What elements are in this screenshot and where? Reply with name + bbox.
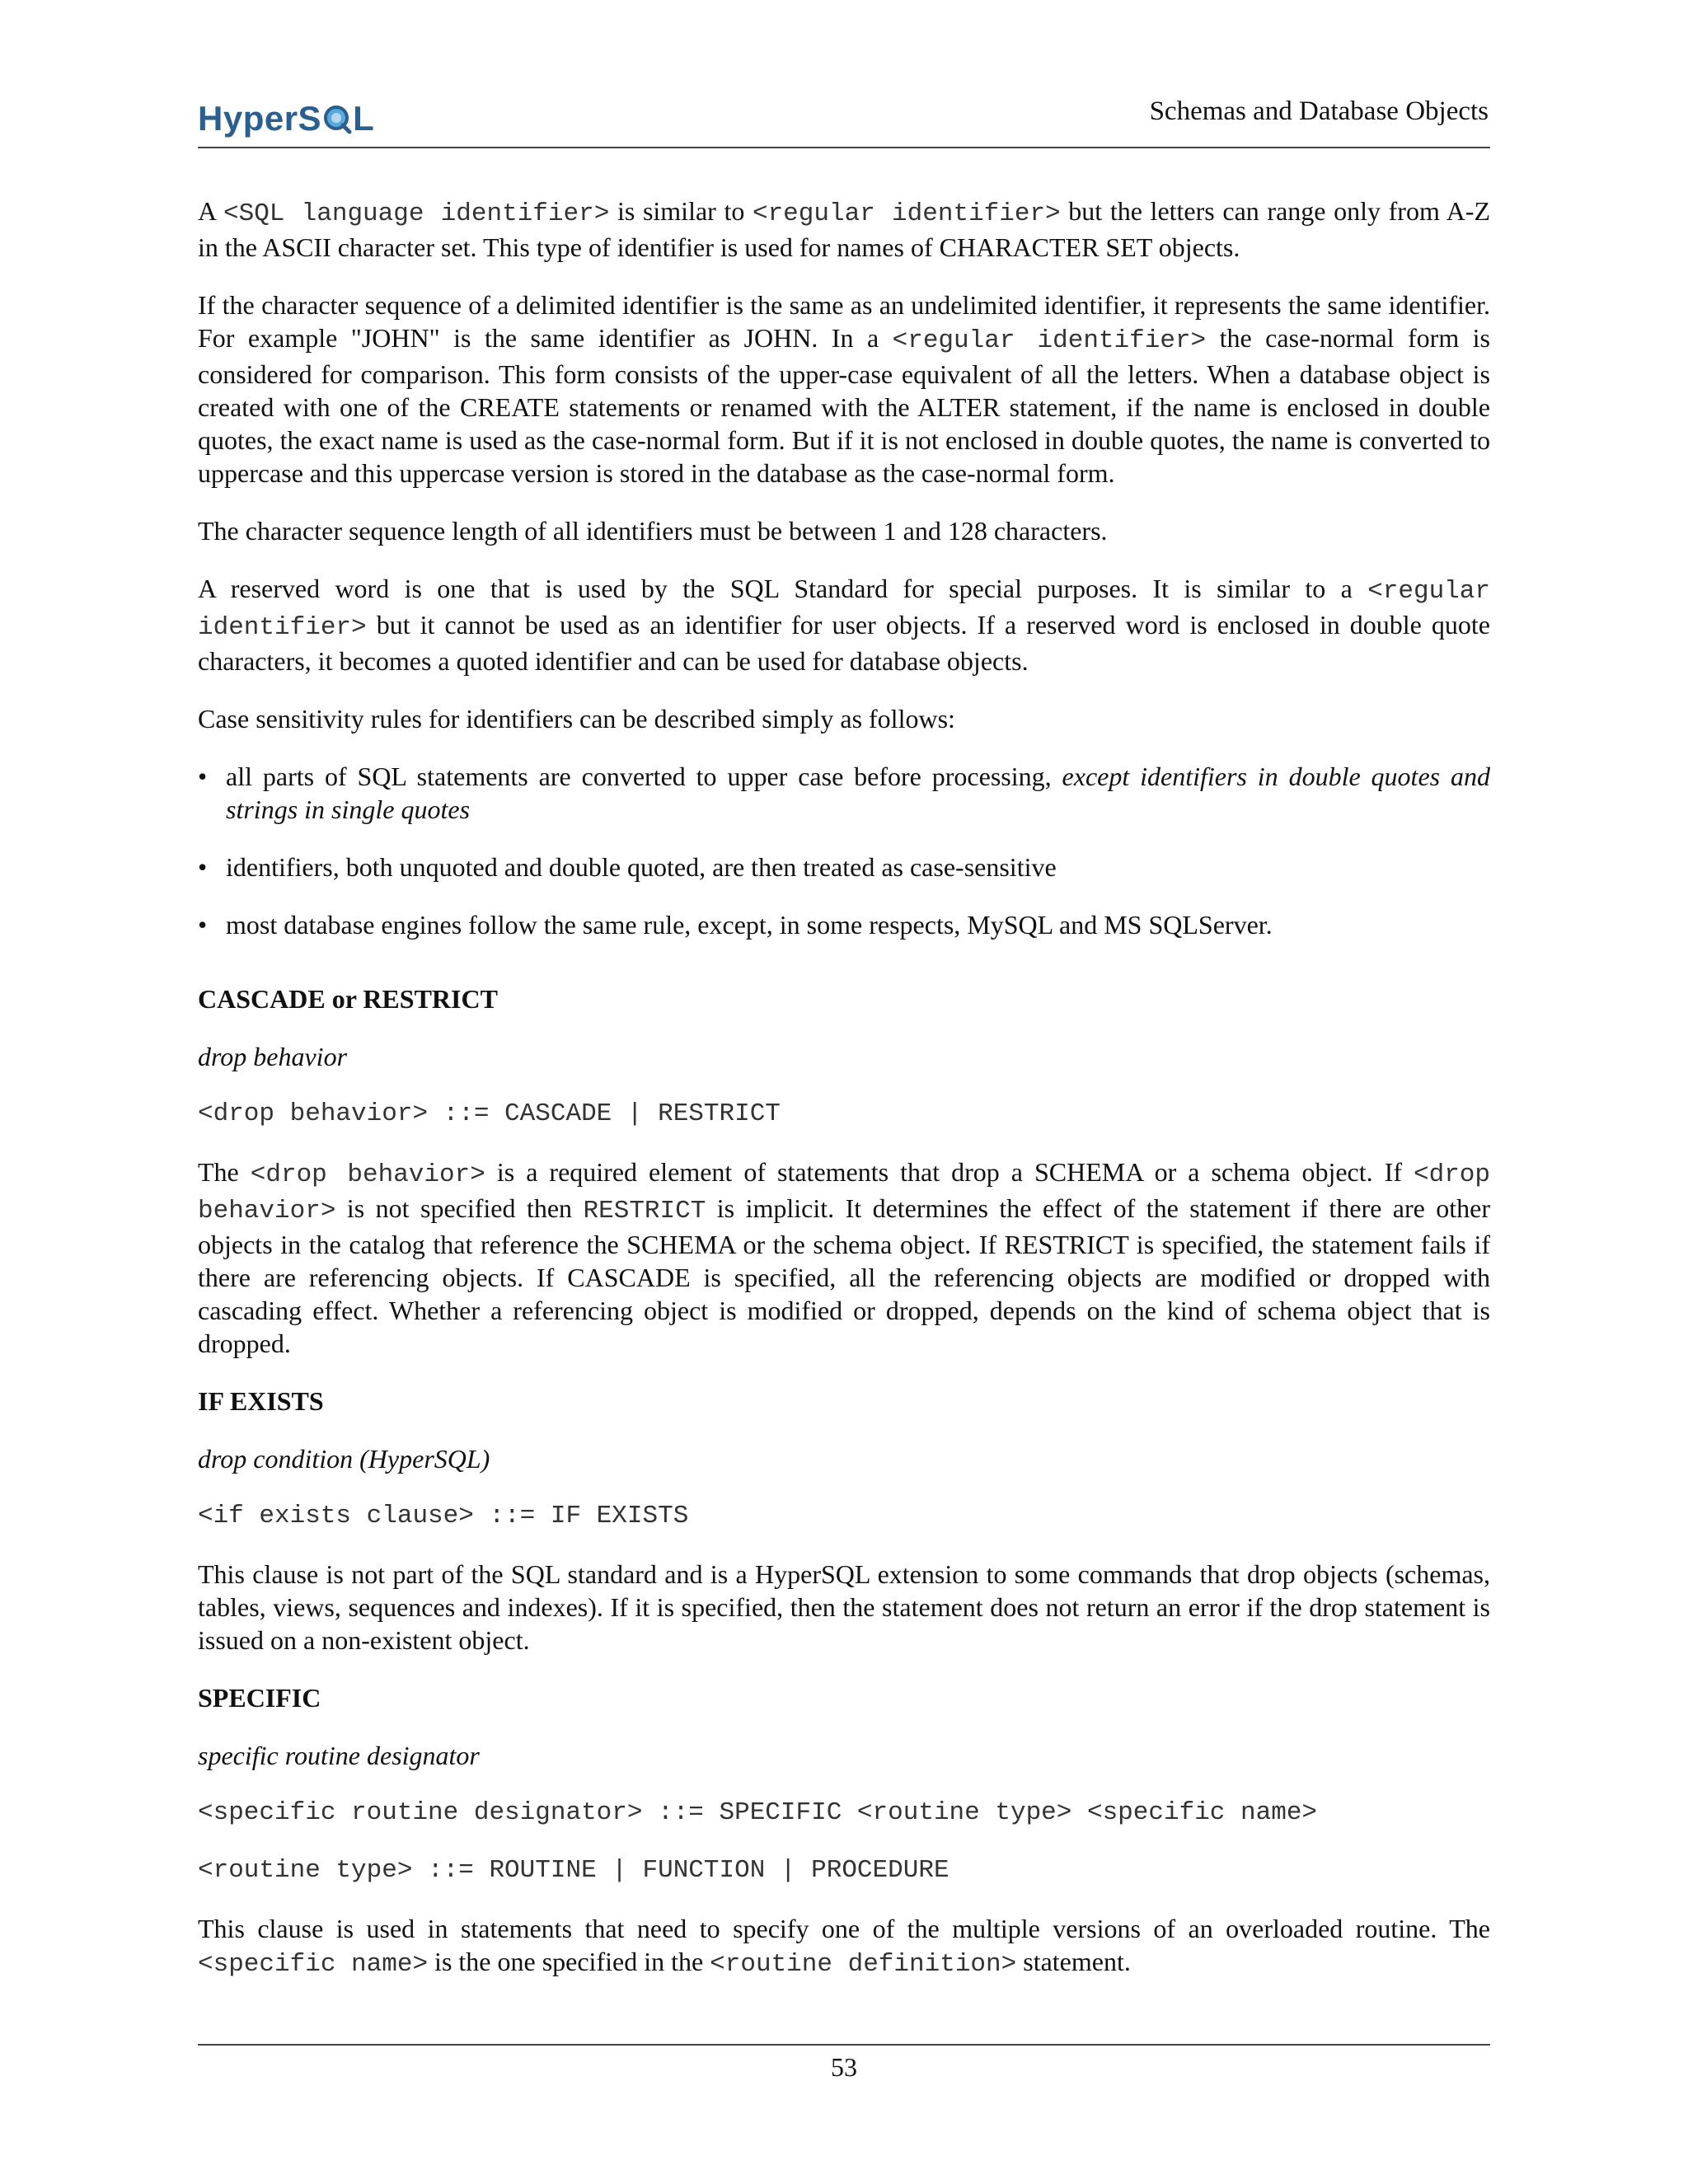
page-header-title: Schemas and Database Objects: [1149, 96, 1489, 126]
text: is the one specified in the: [428, 1947, 710, 1976]
footer-divider: [198, 2044, 1490, 2046]
logo-text-prefix: HyperS: [198, 99, 322, 138]
paragraph-sql-language-identifier: [198, 194, 1490, 264]
page-number: 53: [831, 2052, 857, 2082]
hypersql-logo: [198, 97, 374, 140]
paragraph-drop-behavior: [198, 1155, 1490, 1360]
text: A: [198, 196, 223, 226]
syntax-line: <specific routine designator> ::= SPECIFIC <routine type> <specific name>: [198, 1798, 1318, 1827]
paragraph-reserved-word: [198, 572, 1490, 677]
syntax-line: <if exists clause> ::= IF EXISTS: [198, 1502, 689, 1530]
text: statement.: [1016, 1947, 1131, 1976]
paragraph-delimited-identifier: [198, 288, 1490, 490]
paragraph-if-exists: This clause is not part of the SQL standard and is a HyperSQL extension to some commands that drop objects (schemas, tables, views, sequences and indexes). If it is specified, then the statement does not return an error if the drop statement is issued on a non-existent object.: [198, 1559, 1490, 1655]
section-subtitle: drop condition (HyperSQL): [198, 1444, 490, 1474]
italic-text: except identifiers in double quotes and strings in single quotes: [226, 762, 1491, 824]
text: is similar to: [609, 196, 753, 226]
text: but it cannot be used as an identifier for user objects. If a reserved word is enclosed in double quote characters, it becomes a quoted identifier and can be used for database objects.: [198, 610, 1490, 676]
list-item: • most database engines follow the same rule, except, in some respects, MySQL and MS SQLServer.: [198, 908, 1490, 941]
section-subtitle: drop behavior: [198, 1042, 348, 1071]
list-item: [198, 760, 1490, 826]
text: is implicit. It determines the effect of the statement if there are other objects in the catalog that reference the SCHEMA or the schema object. If RESTRICT is specified, the statement fails if there are referencing objects. If CASCADE is specified, all the referencing objects are modified or dropped with cascading effect. Whether a referencing object is modified or dropped, depends on the kind of schema object that is dropped.: [198, 1193, 1491, 1358]
paragraph-identifier-length: The character sequence length of all identifiers must be between 1 and 128 characters.: [198, 516, 1108, 546]
inline-code: <drop behavior>: [250, 1160, 485, 1189]
page-content: [198, 194, 1490, 2006]
logo-text-suffix: L: [353, 99, 375, 138]
section-heading-if-exists: IF EXISTS: [198, 1386, 324, 1416]
header-divider: [198, 147, 1490, 148]
text: the case-normal form is considered for comparison. This form consists of the upper-case equivalent of all the letters. When a database object is created with one of the CREATE statements or renamed with the ALTER statement, if the name is enclosed in double quotes, the exact name is used as the case-normal form. But if it is not enclosed in double quotes, the name is converted to uppercase and this uppercase version is stored in the database as the case-normal form.: [198, 323, 1491, 488]
syntax-line: <routine type> ::= ROUTINE | FUNCTION | PROCEDURE: [198, 1856, 950, 1885]
text: This clause is used in statements that need to specify one of the multiple versions of an overloaded routine. The: [198, 1914, 1490, 1943]
inline-code: <drop behavior>: [198, 1160, 1491, 1226]
inline-code: RESTRICT: [583, 1197, 706, 1226]
syntax-line: <drop behavior> ::= CASCADE | RESTRICT: [198, 1099, 781, 1128]
text: If the character sequence of a delimited identifier is the same as an undelimited identifier, it represents the same identifier. For example "JOHN" is the same identifier as JOHN. In a: [198, 290, 1490, 353]
magnifier-q-icon: [322, 103, 352, 134]
paragraph-specific: [198, 1912, 1490, 1981]
text: all parts of SQL statements are converted to upper case before processing,: [226, 762, 1062, 791]
inline-code: <regular identifier>: [892, 326, 1207, 355]
section-heading-specific: SPECIFIC: [198, 1683, 321, 1713]
paragraph-case-sensitivity: Case sensitivity rules for identifiers can be described simply as follows:: [198, 704, 955, 733]
text: is not specified then: [335, 1193, 584, 1223]
section-heading-cascade: CASCADE or RESTRICT: [198, 984, 498, 1014]
text: A reserved word is one that is used by the SQL Standard for special purposes. It is similar to a: [198, 574, 1368, 603]
inline-code: <regular identifier>: [198, 577, 1490, 642]
inline-code: <regular identifier>: [752, 199, 1061, 228]
inline-code: <routine definition>: [710, 1950, 1017, 1979]
inline-code: <SQL language identifier>: [223, 199, 610, 228]
text: but the letters can range only from A-Z in the ASCII character set. This type of identifier is used for names of CHARACTER SET objects.: [198, 196, 1491, 262]
case-rules-list: [198, 760, 1490, 941]
section-subtitle: specific routine designator: [198, 1741, 480, 1770]
list-item: • identifiers, both unquoted and double quoted, are then treated as case-sensitive: [198, 851, 1490, 883]
inline-code: <specific name>: [198, 1950, 429, 1979]
text: is a required element of statements that drop a SCHEMA or a schema object. If: [485, 1157, 1414, 1187]
text: The: [198, 1157, 251, 1187]
